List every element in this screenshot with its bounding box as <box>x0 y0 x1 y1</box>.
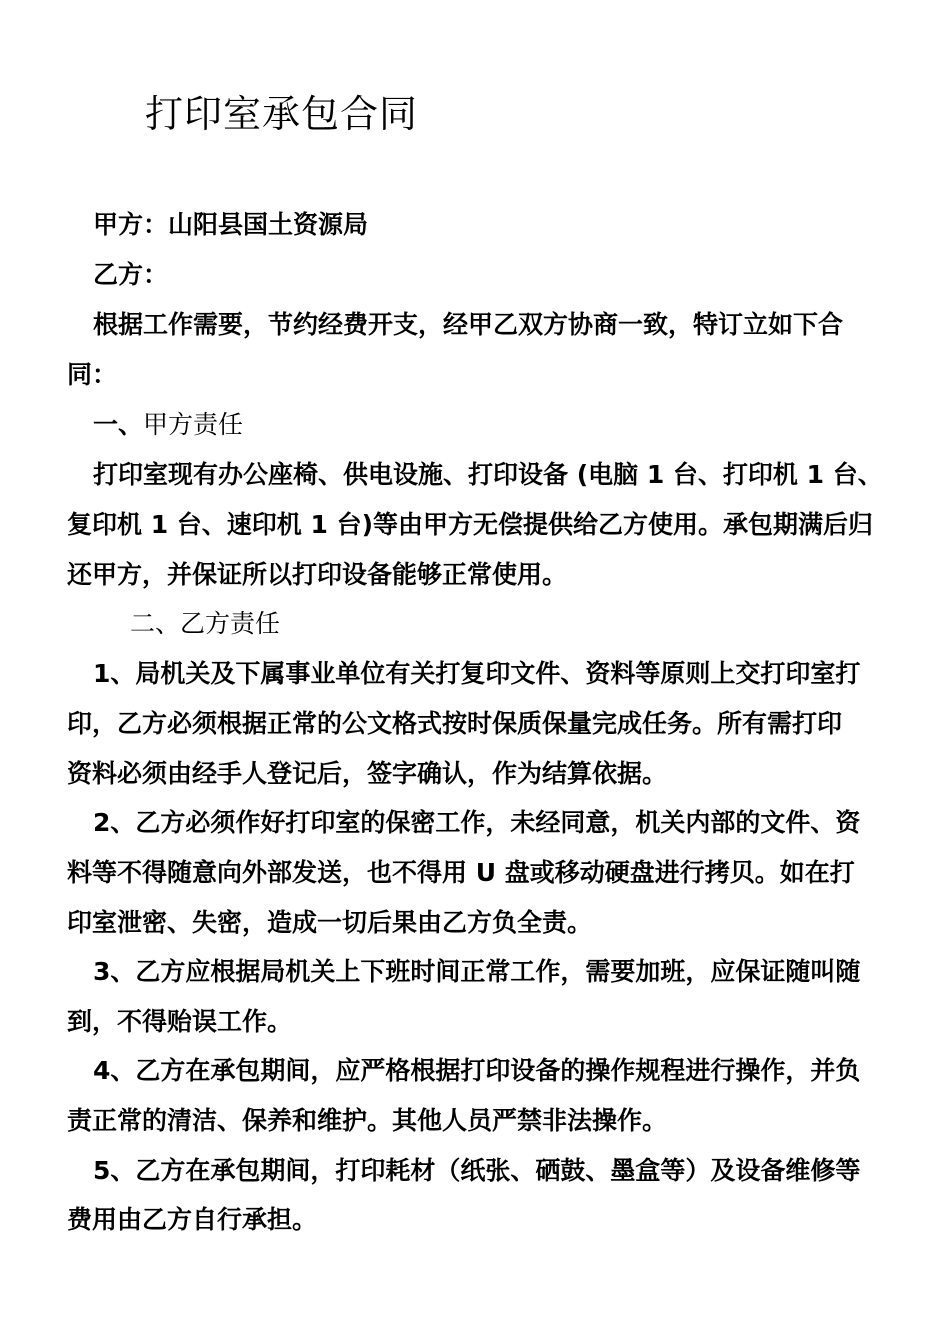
intro-line-1: 根据工作需要，节约经费开支，经甲乙双方协商一致，特订立如下合 <box>93 310 844 339</box>
section1-body-line: 复印机 1 台、速印机 1 台)等由甲方无偿提供给乙方使用。承包期满后归 <box>67 510 874 539</box>
section1-body-line: 打印室现有办公座椅、供电设施、打印设备 (电脑 1 台、打印机 1 台、 <box>93 460 883 489</box>
section1-heading <box>93 405 243 445</box>
clause-4-line: 4、乙方在承包期间，应严格根据打印设备的操作规程进行操作，并负 <box>93 1056 861 1085</box>
clause-3-line: 3、乙方应根据局机关上下班时间正常工作，需要加班，应保证随叫随 <box>93 957 861 986</box>
clause-5-line: 5、乙方在承包期间，打印耗材（纸张、硒鼓、墨盒等）及设备维修等 <box>93 1156 861 1185</box>
section1-body-line: 还甲方，并保证所以打印设备能够正常使用。 <box>67 560 568 589</box>
clause-2-line: 2、乙方必须作好打印室的保密工作，未经同意，机关内部的文件、资 <box>93 808 861 837</box>
clause-3-line: 到，不得贻误工作。 <box>67 1007 293 1036</box>
clause-1-line: 资料必须由经手人登记后，签字确认，作为结算依据。 <box>67 759 668 788</box>
section1-number: 一、 <box>93 410 144 439</box>
intro-line-2: 同： <box>67 360 118 389</box>
section1-title: 甲方责任 <box>143 410 244 439</box>
clause-2-line: 印室泄密、失密，造成一切后果由乙方负全责。 <box>67 908 593 937</box>
clause-1-line: 印，乙方必须根据正常的公文格式按时保质保量完成任务。所有需打印 <box>67 709 843 738</box>
party-a: 甲方：山阳县国土资源局 <box>93 210 369 239</box>
clause-1-line: 1、局机关及下属事业单位有关打复印文件、资料等原则上交打印室打 <box>93 659 861 688</box>
clause-4-line: 责正常的清洁、保养和维护。其他人员严禁非法操作。 <box>67 1106 668 1135</box>
section2-heading: 二、乙方责任 <box>130 609 281 638</box>
party-b: 乙方： <box>93 260 169 289</box>
document-title: 打印室承包合同 <box>145 92 419 136</box>
clause-2-line: 料等不得随意向外部发送，也不得用 U 盘或移动硬盘进行拷贝。如在打 <box>67 858 855 887</box>
clause-5-line: 费用由乙方自行承担。 <box>67 1205 318 1234</box>
